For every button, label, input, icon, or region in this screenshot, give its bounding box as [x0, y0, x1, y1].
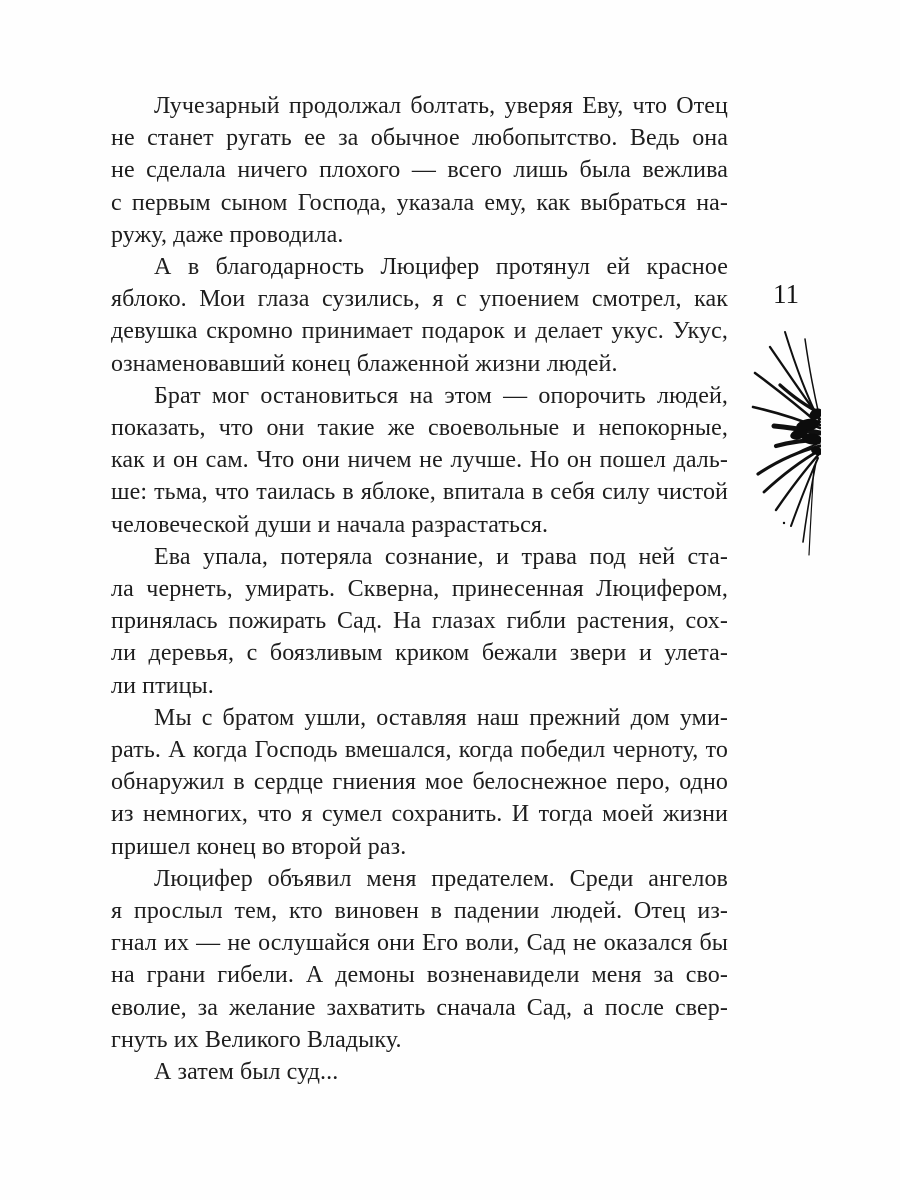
paragraph — [111, 251, 728, 380]
text-line: Люцифер объявил меня предателем. Среди ангелов — [154, 865, 728, 892]
paragraph — [111, 702, 728, 863]
text-line: А в благодарность Люцифер протянул ей красное — [154, 254, 728, 281]
text-line: показать, что они такие же своевольные и непокорные, — [111, 415, 728, 442]
text-block — [111, 90, 728, 1088]
text-line: не сделала ничего плохого — всего лишь была вежлива — [111, 157, 728, 184]
text-line: гнуть их Великого Владыку. — [111, 1026, 402, 1053]
text-line: ше: тьма, что таилась в яблоке, впитала в себя силу чистой — [111, 479, 728, 506]
paragraph — [111, 863, 728, 1056]
text-line: ли птицы. — [111, 672, 214, 699]
text-line: на грани гибели. А демоны возненавидели меня за сво- — [111, 962, 728, 989]
text-line: гнал их — не ослушайся они Его воли, Сад не оказался бы — [111, 930, 728, 957]
text-line: девушка скромно принимает подарок и делает укус. Укус, — [111, 318, 728, 345]
text-line: из немногих, что я сумел сохранить. И тогда моей жизни — [111, 801, 728, 828]
text-line: А затем был суд... — [154, 1059, 339, 1086]
text-line: яблоко. Мои глаза сузились, я с упоением смотрел, как — [111, 286, 728, 313]
text-line: обнаружил в сердце гниения мое белоснежное перо, одно — [111, 769, 728, 796]
text-line: как и он сам. Что они ничем не лучше. Но он пошел даль- — [111, 447, 728, 474]
text-line: Брат мог остановиться на этом — опорочить людей, — [154, 382, 728, 409]
paragraph — [111, 1056, 728, 1088]
text-line: Лучезарный продолжал болтать, уверяя Еву, что Отец — [154, 93, 728, 119]
text-line: ознаменовавший конец блаженной жизни людей. — [111, 350, 618, 377]
text-line: не станет ругать ее за обычное любопытство. Ведь она — [111, 125, 728, 152]
text-line: принялась пожирать Сад. На глазах гибли растения, сох- — [111, 608, 728, 635]
text-line: пришел конец во второй раз. — [111, 833, 407, 860]
page-number: 11 — [773, 279, 799, 309]
text-line: ла чернеть, умирать. Скверна, принесенная Люцифером, — [111, 576, 728, 603]
text-line: ли деревья, с боязливым криком бежали звери и улета- — [111, 640, 728, 667]
text-line: ружу, даже проводила. — [111, 221, 344, 248]
paragraph — [111, 380, 728, 541]
text-line: человеческой души и начала разрастаться. — [111, 511, 549, 538]
text-line: с первым сыном Господа, указала ему, как выбраться на- — [111, 189, 728, 216]
paragraph — [111, 90, 728, 251]
text-line: Мы с братом ушли, оставляя наш прежний дом уми- — [154, 704, 728, 731]
text-line: я прослыл тем, кто виновен в падении людей. Отец из- — [111, 898, 728, 925]
text-line: Ева упала, потеряла сознание, и трава под ней ста- — [154, 543, 728, 570]
text-line: рать. А когда Господь вмешался, когда победил черноту, то — [111, 737, 728, 764]
text-line: еволие, за желание захватить сначала Сад, а после свер- — [111, 994, 728, 1021]
wing-ink-illustration — [750, 327, 821, 558]
paragraph — [111, 541, 728, 702]
